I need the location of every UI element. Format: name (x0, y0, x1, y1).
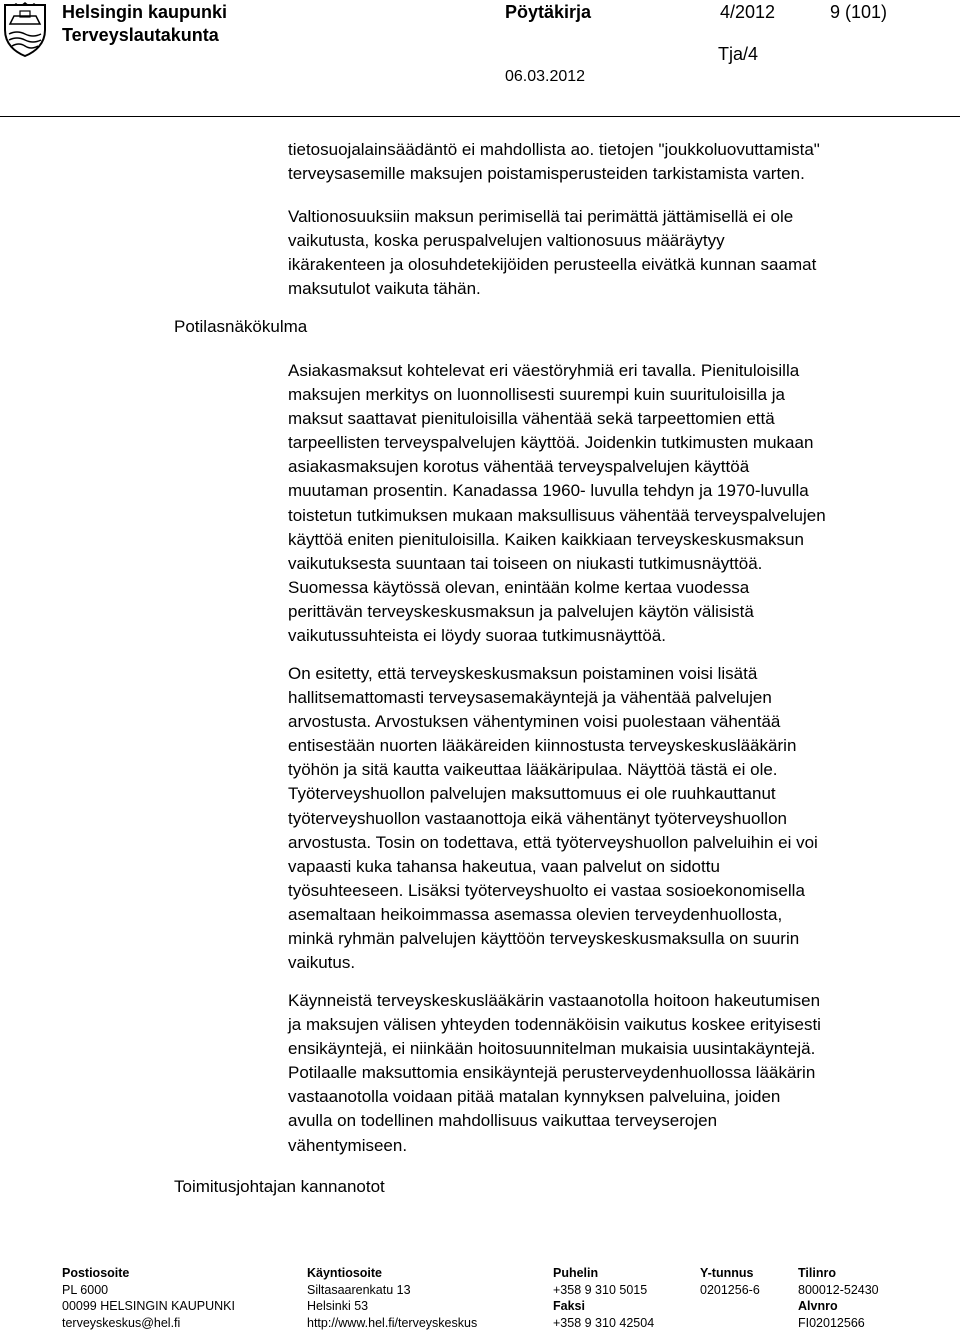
footer-heading: Y-tunnus (700, 1266, 754, 1280)
text-line: asemaltaan heikoimmassa asemassa olevien terveydenhuollosta, (288, 904, 783, 924)
footer-text: 0201256-6 (700, 1282, 760, 1297)
text-line: terveysasemille maksujen poistamisperusteiden tarkistamista varten. (288, 164, 805, 184)
footer-account (798, 1265, 879, 1331)
paragraph-5 (288, 989, 948, 1158)
footer-text: +358 9 310 42504 (553, 1315, 655, 1330)
side-label-ceo-statement: Toimitusjohtajan kannanotot (174, 1177, 385, 1196)
page-number: 9 (101) (830, 2, 888, 22)
text-line: käyttöä eniten pienituloisilla. Kaiken kaikkiaan terveyskeskusmaksun (288, 529, 804, 549)
text-line: Asiakasmaksut kohtelevat eri väestöryhmiä eri tavalla. Pienituloisilla (288, 361, 800, 380)
document-number: 4/2012 (720, 2, 776, 22)
text-line: toistetun tutkimuksen mukaan maksullisuus vähentää terveyspalvelujen (288, 505, 826, 525)
section-code: Tja/4 (718, 44, 759, 64)
paragraph-2 (288, 205, 948, 301)
text-line: ikärakenteen ja olosuhdetekijöiden perusteella eivätkä kunnan saamat (288, 255, 817, 275)
org-name: Helsingin kaupunki (62, 2, 228, 22)
footer-text: Helsinki 53 (307, 1299, 369, 1313)
text-line: tietosuojalainsäädäntö ei mahdollista ao. tietojen "joukkoluovuttamista" (288, 140, 820, 159)
text-line: hallitsemattomasti terveysasemakäyntejä ja vähentää palvelujen (288, 688, 772, 708)
text-line: vaikutusta, koska peruspalvelujen valtionosuus määräytyy (288, 231, 725, 251)
footer-text: +358 9 310 5015 (553, 1282, 648, 1297)
header-divider (0, 116, 960, 117)
text-line: vapaasti kuka tahansa hakeutua, vaan palvelut on sidottu (288, 856, 720, 876)
footer-heading: Puhelin (553, 1266, 599, 1280)
text-line: Potilaalle maksuttomia ensikäyntejä perusterveydenhuollossa lääkärin (288, 1063, 816, 1083)
footer-heading: Faksi (553, 1299, 585, 1313)
text-line: vaikutus. (288, 953, 356, 973)
paragraph-4 (288, 662, 948, 975)
board-name: Terveyslautakunta (62, 25, 219, 45)
text-line: tarpeellisten terveyspalvelujen käyttöä. Joidenkin tutkimusten mukaan (288, 433, 814, 453)
document-type: Pöytäkirja (505, 2, 592, 22)
text-line: Työterveyshuollon palvelujen maksuttomuus ei ole ruuhkauttanut (288, 784, 776, 804)
footer-phone (553, 1265, 654, 1331)
text-line: maksujen merkitys on luonnollisesti suurempi kuin suurituloisilla ja (288, 385, 785, 405)
text-line: maksutulot vaikuta tähän. (288, 279, 481, 299)
text-line: Käynneistä terveyskeskuslääkärin vastaanotolla hoitoon hakeutumisen (288, 991, 821, 1010)
text-line: arvostusta. Tosin on todettava, että työterveyshuollon palveluihin ei voi (288, 832, 818, 852)
text-line: työterveyshuollon vastaanottoja eikä vähentänyt työterveyshuollon (288, 808, 787, 828)
paragraph-3 (288, 359, 948, 648)
footer-text: Siltasaarenkatu 13 (307, 1282, 411, 1297)
footer-heading: Alvnro (798, 1299, 838, 1313)
text-line: asiakasmaksujen korotus vähentää terveyspalvelujen käyttöä (288, 457, 750, 477)
text-line: vaikutuksesta suuntaan tai toiseen on niukasti tutkimusnäyttöä. (288, 553, 763, 573)
text-line: minkä ryhmän palvelujen käyttöön terveyskeskusmaksulla on suurin (288, 929, 800, 949)
text-line: entisestään nuorten lääkäreiden kiinnostusta terveyskeskuslääkärin (288, 736, 797, 756)
footer-text: PL 6000 (62, 1282, 109, 1297)
text-line: Valtionosuuksiin maksun perimisellä tai perimättä jättämisellä ei ole (288, 207, 794, 226)
text-line: avulla on todellinen mahdollisuus vaikuttaa terveyserojen (288, 1111, 718, 1131)
text-line: vähentymiseen. (288, 1135, 408, 1155)
footer-email-link[interactable]: terveyskeskus@hel.fi (62, 1315, 181, 1330)
footer-visiting-address (307, 1265, 477, 1331)
text-line: muutaman prosentin. Kanadassa 1960- luvulla tehdyn ja 1970-luvulla (288, 481, 809, 501)
text-line: On esitetty, että terveyskeskusmaksun poistaminen voisi lisätä (288, 664, 758, 683)
text-line: arvostusta. Arvostuksen vähentyminen voisi puolestaan vähentää (288, 712, 781, 732)
footer-text: 00099 HELSINGIN KAUPUNKI (62, 1299, 235, 1313)
text-line: ensikäyntejä, ei niinkään hoitosuunnitelman mukaisia uusintakäyntejä. (288, 1039, 816, 1059)
text-line: ja maksujen välisen yhteyden todennäköisin vaikutus koskee erityisesti (288, 1015, 821, 1035)
footer-business-id (700, 1265, 760, 1298)
text-line: Suomessa käytössä olevan, enintään kolme kertaa vuodessa (288, 577, 750, 597)
footer-text: FI02012566 (798, 1315, 865, 1330)
footer-text: 800012-52430 (798, 1282, 879, 1297)
side-label-perspective: Potilasnäkökulma (174, 317, 308, 336)
text-line: vaikutussuhteista ei löydy suoraa tutkimusnäyttöä. (288, 626, 666, 646)
text-line: vastaanotolla voidaan pitää matalan kynnyksen palveluina, joiden (288, 1087, 781, 1107)
helsinki-crest-icon (2, 2, 48, 58)
text-line: työsuhteeseen. Lisäksi työterveyshuolto ei vastaa sosioekonomisella (288, 880, 805, 900)
footer-heading: Postiosoite (62, 1266, 130, 1280)
text-line: työhön ja sitä kautta vaikeuttaa lääkäripulaa. Näyttöä tästä ei ole. (288, 760, 778, 780)
footer-postal-address (62, 1265, 235, 1331)
footer-heading: Käyntiosoite (307, 1266, 383, 1280)
footer-website-link[interactable]: http://www.hel.fi/terveyskeskus (307, 1315, 478, 1330)
footer-heading: Tilinro (798, 1266, 836, 1280)
text-line: perittävän terveyskeskusmaksun ja palvelujen käytön välisistä (288, 601, 754, 621)
paragraph-1 (288, 138, 948, 186)
text-line: maksut saattavat pienituloisilla vähentää sekä tarpeettomien että (288, 409, 775, 429)
meeting-date: 06.03.2012 (505, 68, 586, 85)
